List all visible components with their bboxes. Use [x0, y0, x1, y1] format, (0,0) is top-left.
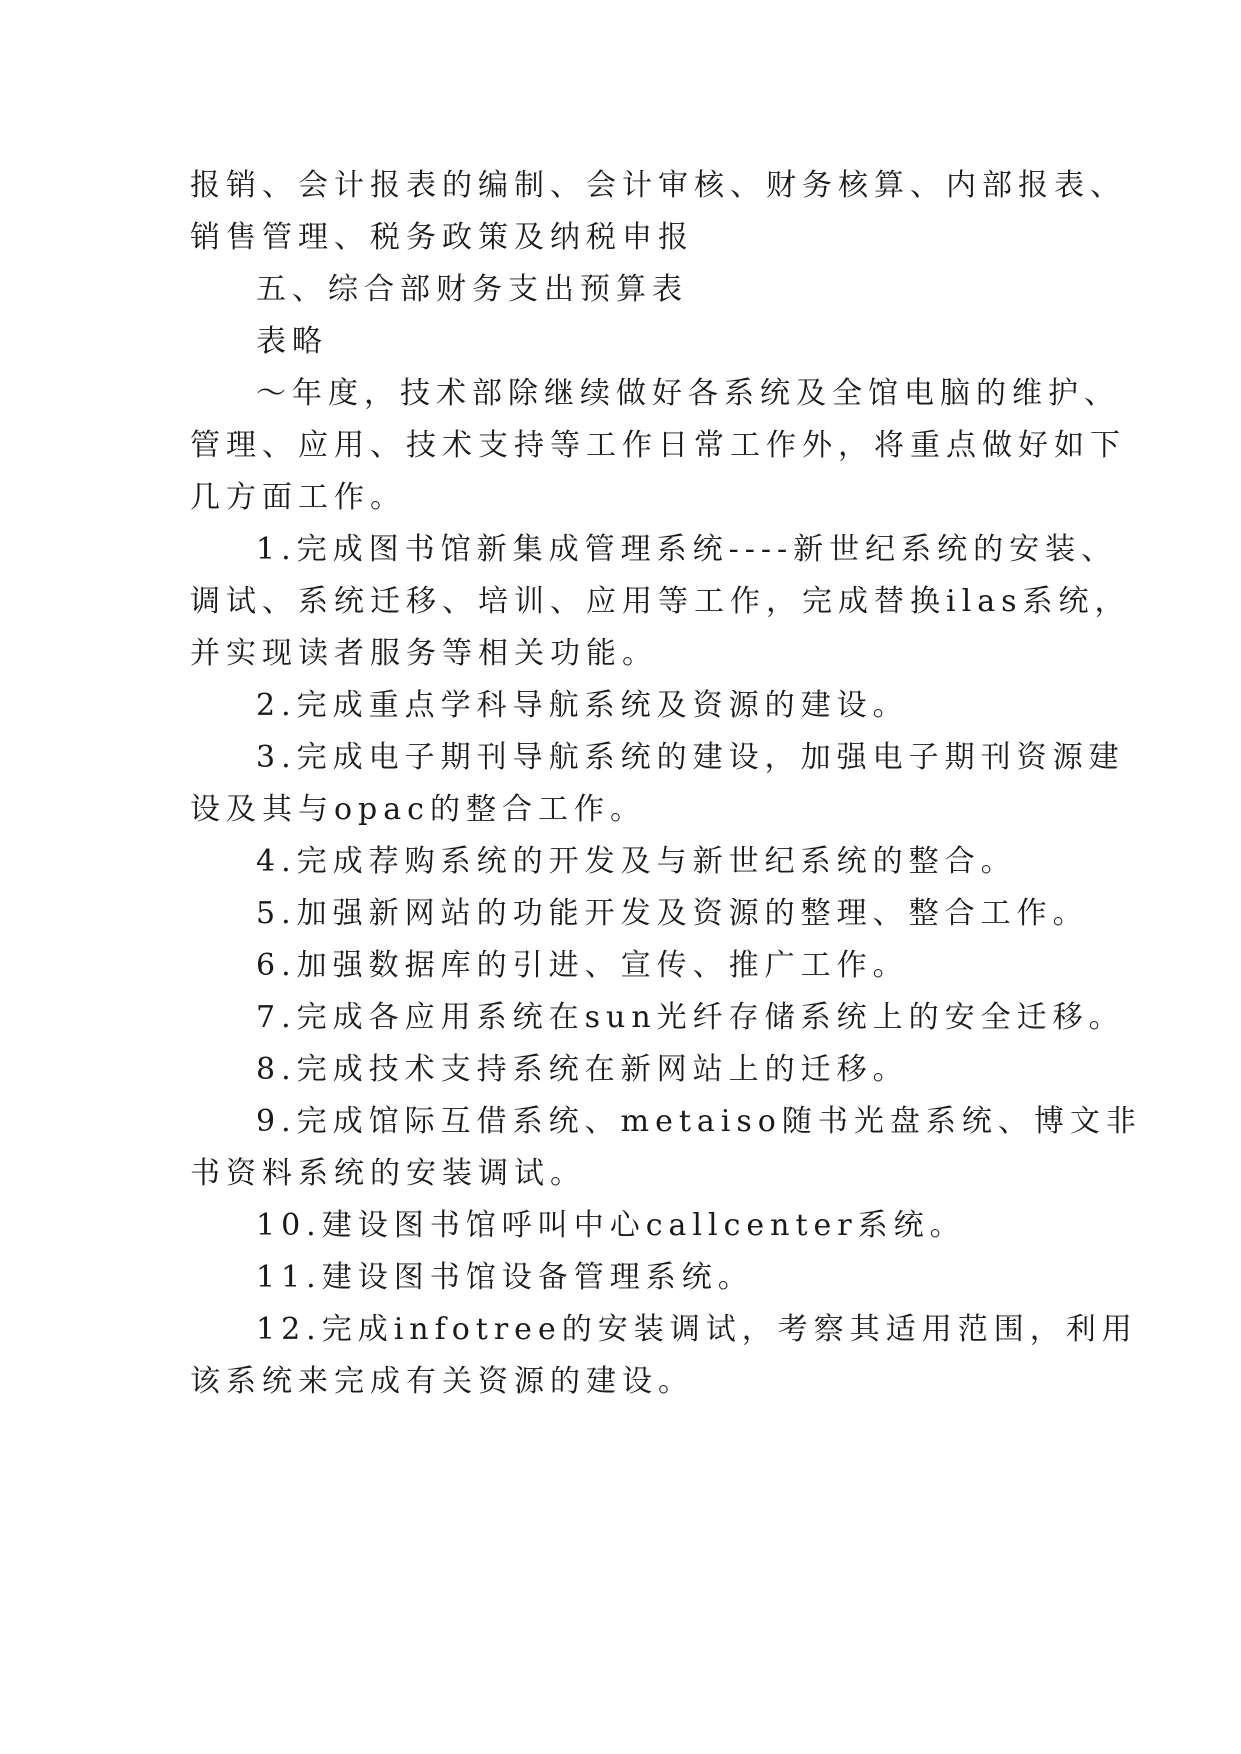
list-item: 2.完成重点学科导航系统及资源的建设。 — [256, 688, 909, 723]
list-item: 4.完成荐购系统的开发及与新世纪系统的整合。 — [256, 844, 1017, 879]
text-line: ～年度，技术部除继续做好各系统及全馆电脑的维护、 — [256, 376, 1120, 411]
list-item: 3.完成电子期刊导航系统的建设，加强电子期刊资源建 — [256, 740, 1125, 775]
text-line: 几方面工作。 — [190, 480, 406, 515]
text-line: 管理、应用、技术支持等工作日常工作外，将重点做好如下 — [190, 428, 1126, 463]
text-line: 设及其与opac的整合工作。 — [190, 792, 646, 827]
list-item: 12.完成infotree的安装调试，考察其适用范围，利用 — [256, 1312, 1138, 1347]
list-item: 11.建设图书馆设备管理系统。 — [256, 1260, 754, 1295]
list-item: 1.完成图书馆新集成管理系统----新世纪系统的安装、 — [256, 532, 1118, 567]
text-line: 并实现读者服务等相关功能。 — [190, 636, 658, 671]
text-line: 报销、会计报表的编制、会计审核、财务核算、内部报表、 — [190, 168, 1126, 203]
text-line: 表略 — [256, 324, 328, 359]
text-line: 销售管理、税务政策及纳税申报 — [190, 220, 694, 255]
text-line: 书资料系统的安装调试。 — [190, 1156, 586, 1191]
text-line: 该系统来完成有关资源的建设。 — [190, 1364, 694, 1399]
list-item: 9.完成馆际互借系统、metaiso随书光盘系统、博文非 — [256, 1104, 1142, 1139]
list-item: 5.加强新网站的功能开发及资源的整理、整合工作。 — [256, 896, 1089, 931]
list-item: 10.建设图书馆呼叫中心callcenter系统。 — [256, 1208, 966, 1243]
list-item: 8.完成技术支持系统在新网站上的迁移。 — [256, 1052, 909, 1087]
list-item: 6.加强数据库的引进、宣传、推广工作。 — [256, 948, 909, 983]
section-heading: 五、综合部财务支出预算表 — [256, 272, 688, 307]
text-line: 调试、系统迁移、培训、应用等工作，完成替换ilas系统， — [190, 584, 1131, 619]
list-item: 7.完成各应用系统在sun光纤存储系统上的安全迁移。 — [256, 1000, 1125, 1035]
